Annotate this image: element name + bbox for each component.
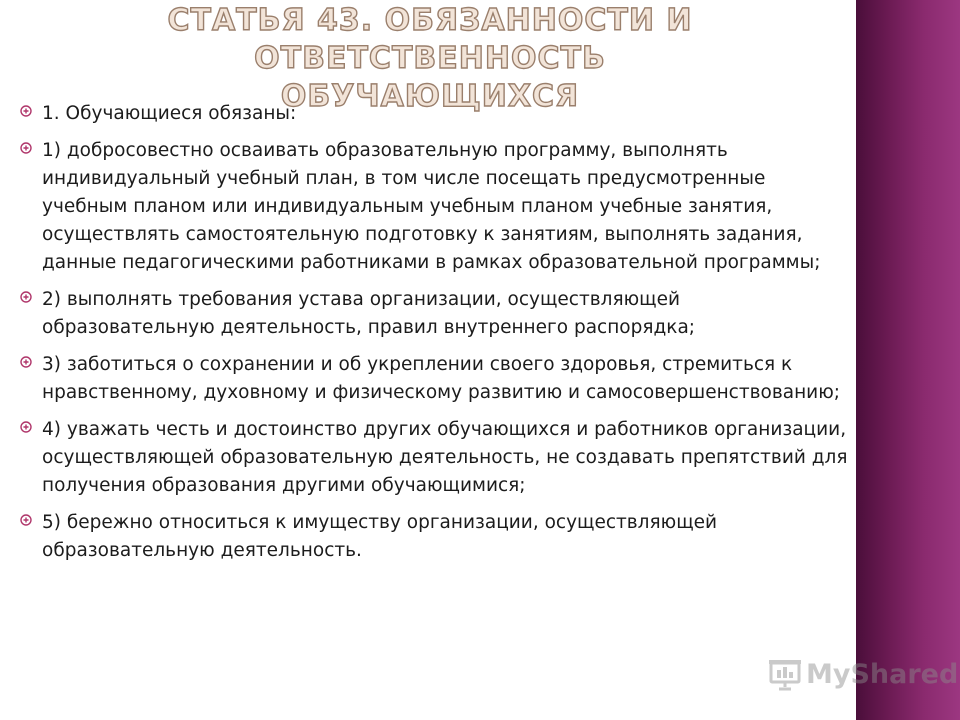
slide-title (40, 2, 820, 116)
bullet-item (18, 416, 848, 500)
bullet-marker-icon (20, 421, 32, 433)
bullet-marker-icon (20, 105, 32, 117)
slide-title-line-1: СТАТЬЯ 43. ОБЯЗАННОСТИ И ОТВЕТСТВЕННОСТЬ (167, 3, 693, 76)
bullet-marker-icon (20, 142, 32, 154)
bullet-item (18, 137, 848, 277)
slideshow-icon (768, 657, 802, 691)
slide-title-line-2: ОБУЧАЮЩИХСЯ (280, 79, 580, 114)
bullet-text: 5) бережно относиться к имуществу организации, осуществляющей образовательную деятельность. (42, 512, 718, 561)
bullet-item (18, 100, 848, 128)
myshared-watermark (768, 652, 958, 696)
watermark-text: MyShared (806, 658, 959, 690)
side-decoration-band (856, 0, 960, 720)
bullet-item (18, 286, 848, 342)
bullet-text: 1. Обучающиеся обязаны: (42, 103, 297, 124)
bullet-text: 2) выполнять требования устава организации, осуществляющей образовательную деятельность, правил внутреннего распорядка; (42, 289, 696, 338)
bullet-item (18, 351, 848, 407)
bullet-text: 1) добросовестно осваивать образовательную программу, выполнять индивидуальный учебный план, в том числе посещать предусмотренные учебным планом или индивидуальным учебным планом учебные занятия, осуществлять самостоятельную подготовку к занятиям, выполнять задания, данные педагогическими работниками в рамках образовательной программы; (42, 140, 821, 273)
bullet-marker-icon (20, 514, 32, 526)
bullet-marker-icon (20, 291, 32, 303)
bullet-marker-icon (20, 356, 32, 368)
bullet-item (18, 509, 848, 565)
bullet-text: 4) уважать честь и достоинство других обучающихся и работников организации, осуществляющей образовательную деятельность, не создавать препятствий для получения образования другими обучающимися; (42, 419, 848, 496)
bullet-list (18, 100, 848, 574)
bullet-text: 3) заботиться о сохранении и об укреплении своего здоровья, стремиться к нравственному, духовному и физическому развитию и самосовершенствованию; (42, 354, 841, 403)
